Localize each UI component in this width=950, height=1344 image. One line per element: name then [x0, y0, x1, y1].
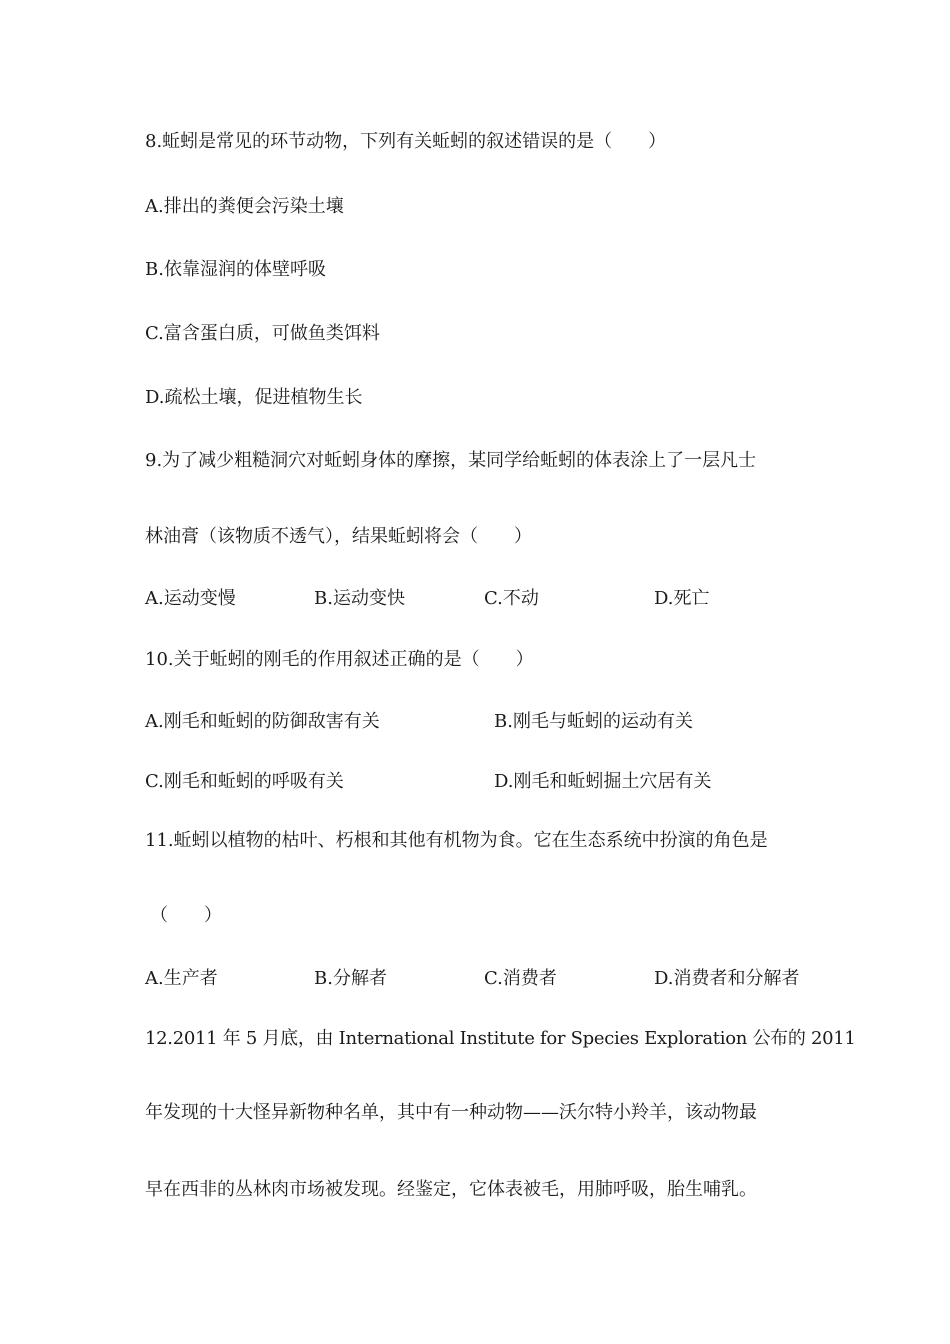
question-11-option-d: D.消费者和分解者 — [654, 968, 800, 989]
question-9-option-c: C.不动 — [484, 588, 539, 609]
question-10-option-a: A.刚毛和蚯蚓的防御敌害有关 — [145, 711, 380, 732]
question-10-option-b: B.刚毛与蚯蚓的运动有关 — [494, 711, 693, 732]
question-10-option-d: D.刚毛和蚯蚓掘土穴居有关 — [494, 771, 712, 792]
question-9-stem-line-2: 林油膏（该物质不透气），结果蚯蚓将会（ ） — [145, 526, 532, 547]
question-9-stem-line-1: 9.为了减少粗糙洞穴对蚯蚓身体的摩擦，某同学给蚯蚓的体表涂上了一层凡士 — [145, 450, 757, 471]
question-8-option-d: D.疏松土壤，促进植物生长 — [145, 387, 363, 408]
question-8-option-a: A.排出的粪便会污染土壤 — [145, 196, 344, 217]
question-10-option-c: C.刚毛和蚯蚓的呼吸有关 — [145, 771, 344, 792]
question-9-option-d: D.死亡 — [654, 588, 710, 609]
question-11-option-b: B.分解者 — [314, 968, 387, 989]
question-12-stem-line-3: 早在西非的丛林肉市场被发现。经鉴定，它体表被毛，用肺呼吸，胎生哺乳。 — [145, 1179, 757, 1200]
question-11-option-a: A.生产者 — [145, 968, 218, 989]
question-9-option-a: A.运动变慢 — [145, 588, 236, 609]
question-8-option-b: B.依靠湿润的体壁呼吸 — [145, 259, 326, 280]
question-12-stem-line-1: 12.2011 年 5 月底，由 International Institute for Species Exploration 公布的 2011 — [145, 1028, 856, 1049]
question-8-stem: 8.蚯蚓是常见的环节动物，下列有关蚯蚓的叙述错误的是（ ） — [145, 131, 667, 152]
question-12-stem-line-2: 年发现的十大怪异新物种名单，其中有一种动物——沃尔特小羚羊，该动物最 — [145, 1102, 757, 1123]
question-8-option-c: C.富含蛋白质，可做鱼类饵料 — [145, 323, 380, 344]
question-10-stem: 10.关于蚯蚓的刚毛的作用叙述正确的是（ ） — [145, 649, 534, 670]
question-11-stem-line-2: （ ） — [150, 905, 222, 926]
question-9-option-b: B.运动变快 — [314, 588, 405, 609]
question-11-stem-line-1: 11.蚯蚓以植物的枯叶、朽根和其他有机物为食。它在生态系统中扮演的角色是 — [145, 830, 768, 851]
question-11-option-c: C.消费者 — [484, 968, 557, 989]
